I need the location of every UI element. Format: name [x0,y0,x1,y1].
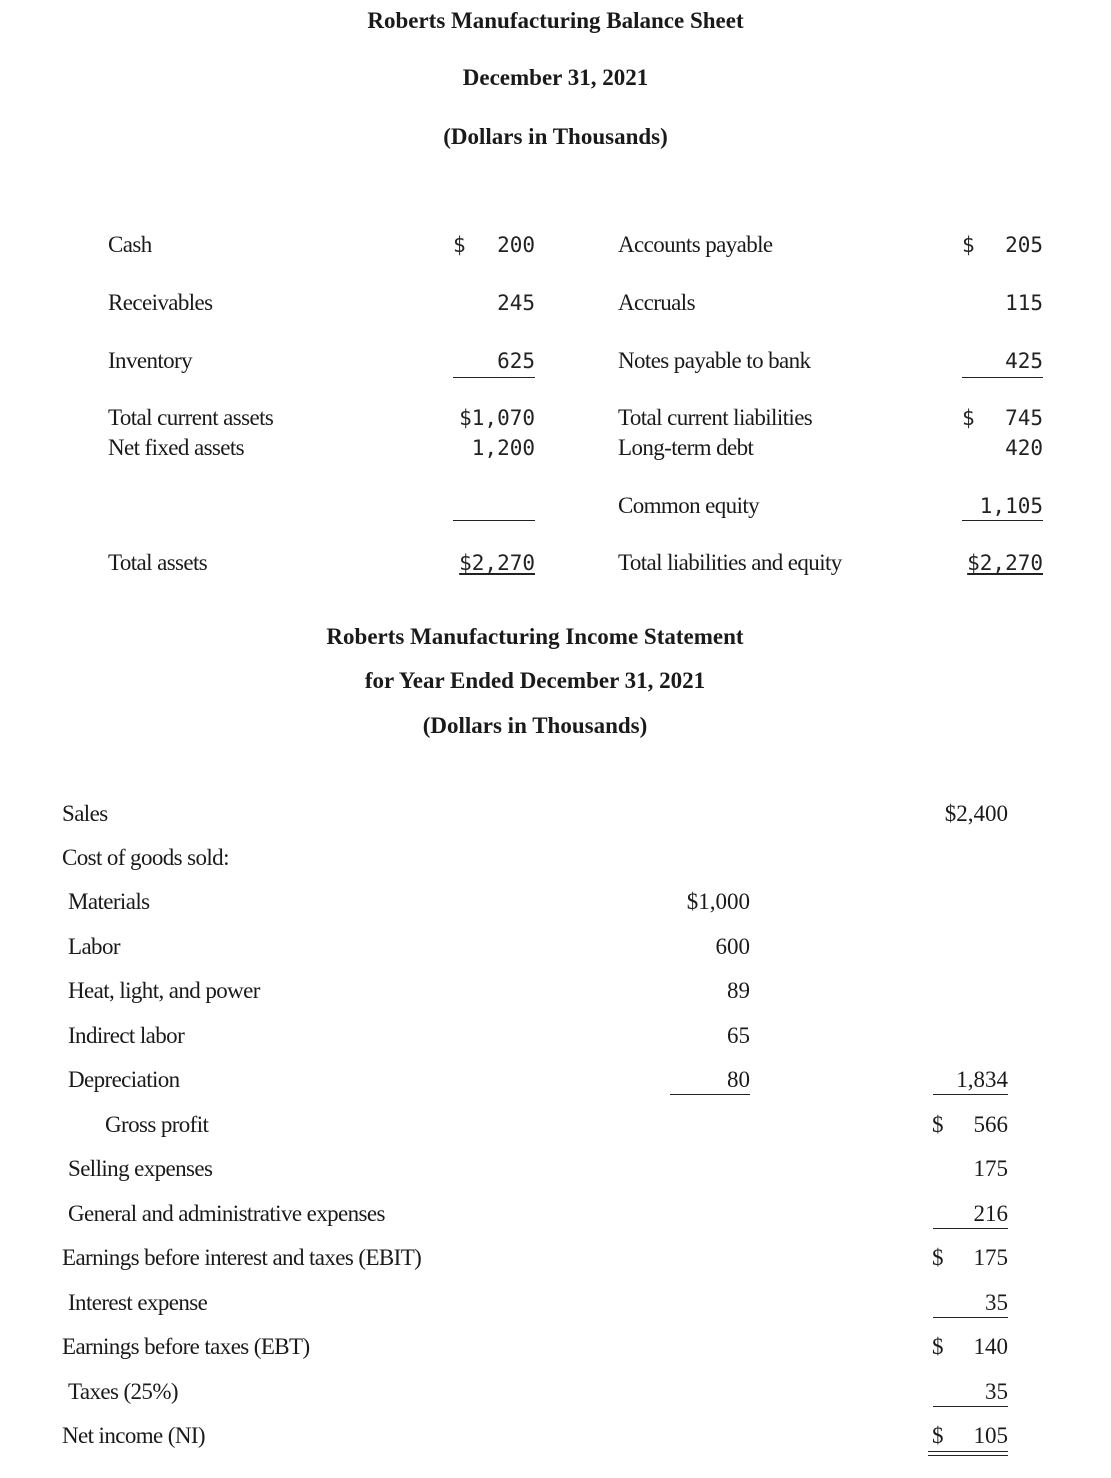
asset-value-receivables: 245 [497,291,535,315]
liability-label-common-equity: Common equity [618,493,760,518]
is-label-net-income: Net income (NI) [62,1423,205,1448]
is-label-ebt: Earnings before taxes (EBT) [62,1334,310,1359]
liability-label-long-term-debt: Long-term debt [618,435,754,460]
liability-value-notes-payable: 425 [1005,349,1043,373]
is-label-heat-light-power: Heat, light, and power [68,978,260,1003]
is-sub-heat-light-power: 89 [727,978,750,1003]
net-fixed-underline [453,520,535,521]
is-label-materials: Materials [68,889,150,914]
is-ebit-dollar-sign: $ [932,1245,944,1270]
net-income-double-underline-2 [928,1455,1008,1456]
interest-underline [933,1317,1008,1318]
liability-value-total-current: 745 [1005,406,1043,430]
is-label-gna-expenses: General and administrative expenses [68,1201,385,1226]
asset-value-cash: 200 [497,233,535,257]
liability-value-common-equity: 1,105 [979,494,1043,518]
income-statement-title: Roberts Manufacturing Income Statement [326,624,744,649]
depreciation-underline [670,1094,750,1095]
liability-value-accruals: 115 [1005,291,1043,315]
is-label-selling-expenses: Selling expenses [68,1156,213,1181]
asset-label-total: Total assets [108,550,208,575]
is-label-labor: Labor [68,934,120,959]
asset-label-inventory: Inventory [108,348,193,373]
is-total-net-income: 105 [973,1423,1008,1448]
is-total-selling-expenses: 175 [973,1156,1008,1181]
notes-payable-underline [962,377,1043,378]
is-total-ebt: 140 [973,1334,1008,1359]
is-sub-depreciation: 80 [727,1067,750,1092]
common-equity-underline [962,520,1043,521]
is-label-cogs: Cost of goods sold: [62,845,229,870]
income-statement-units: (Dollars in Thousands) [422,713,648,738]
asset-value-total-current: $1,070 [459,406,535,430]
asset-value-inventory: 625 [497,349,535,373]
is-label-taxes: Taxes (25%) [68,1379,178,1404]
taxes-underline [933,1406,1008,1407]
net-income-double-underline-1 [928,1451,1008,1452]
is-total-taxes: 35 [985,1379,1008,1404]
balance-sheet-title: Roberts Manufacturing Balance Sheet [367,8,744,33]
liability-label-total: Total liabilities and equity [618,550,842,575]
liability-value-accounts-payable: 205 [1005,233,1043,257]
is-label-indirect-labor: Indirect labor [68,1023,185,1048]
asset-label-net-fixed: Net fixed assets [108,435,245,460]
is-label-depreciation: Depreciation [68,1067,180,1092]
is-gross-profit-dollar-sign: $ [932,1112,944,1137]
is-total-ebit: 175 [973,1245,1008,1270]
is-sub-indirect-labor: 65 [727,1023,750,1048]
cogs-underline [933,1094,1008,1095]
asset-cash-dollar-sign: $ [453,233,466,257]
liability-value-long-term-debt: 420 [1005,436,1043,460]
is-sub-materials: $1,000 [686,889,750,914]
is-sub-labor: 600 [715,934,750,959]
liability-label-accounts-payable: Accounts payable [618,232,773,257]
liability-label-accruals: Accruals [618,290,695,315]
liability-ap-dollar-sign: $ [962,233,975,257]
is-label-gross-profit: Gross profit [105,1112,209,1137]
is-total-sales: $2,400 [944,801,1008,826]
is-label-ebit: Earnings before interest and taxes (EBIT) [62,1245,422,1270]
is-label-sales: Sales [62,801,108,826]
balance-sheet-date: December 31, 2021 [462,65,649,90]
inventory-underline [453,377,535,378]
is-total-gna-expenses: 216 [973,1201,1008,1226]
is-total-gross-profit: 566 [973,1112,1008,1137]
liability-total-current-dollar-sign: $ [962,406,975,430]
liability-label-notes-payable: Notes payable to bank [618,348,811,373]
is-net-income-dollar-sign: $ [932,1423,944,1448]
asset-label-total-current: Total current assets [108,405,274,430]
is-ebt-dollar-sign: $ [932,1334,944,1359]
is-total-interest-expense: 35 [985,1290,1008,1315]
income-statement-period: for Year Ended December 31, 2021 [364,668,706,693]
asset-label-receivables: Receivables [108,290,213,315]
liability-label-total-current: Total current liabilities [618,405,813,430]
asset-value-total: $2,270 [459,551,535,575]
balance-sheet-units: (Dollars in Thousands) [443,124,668,149]
liability-value-total: $2,270 [967,551,1043,575]
is-total-cogs: 1,834 [956,1067,1008,1092]
asset-label-cash: Cash [108,232,152,257]
gna-underline [933,1228,1008,1229]
is-label-interest-expense: Interest expense [68,1290,208,1315]
asset-value-net-fixed: 1,200 [471,436,535,460]
